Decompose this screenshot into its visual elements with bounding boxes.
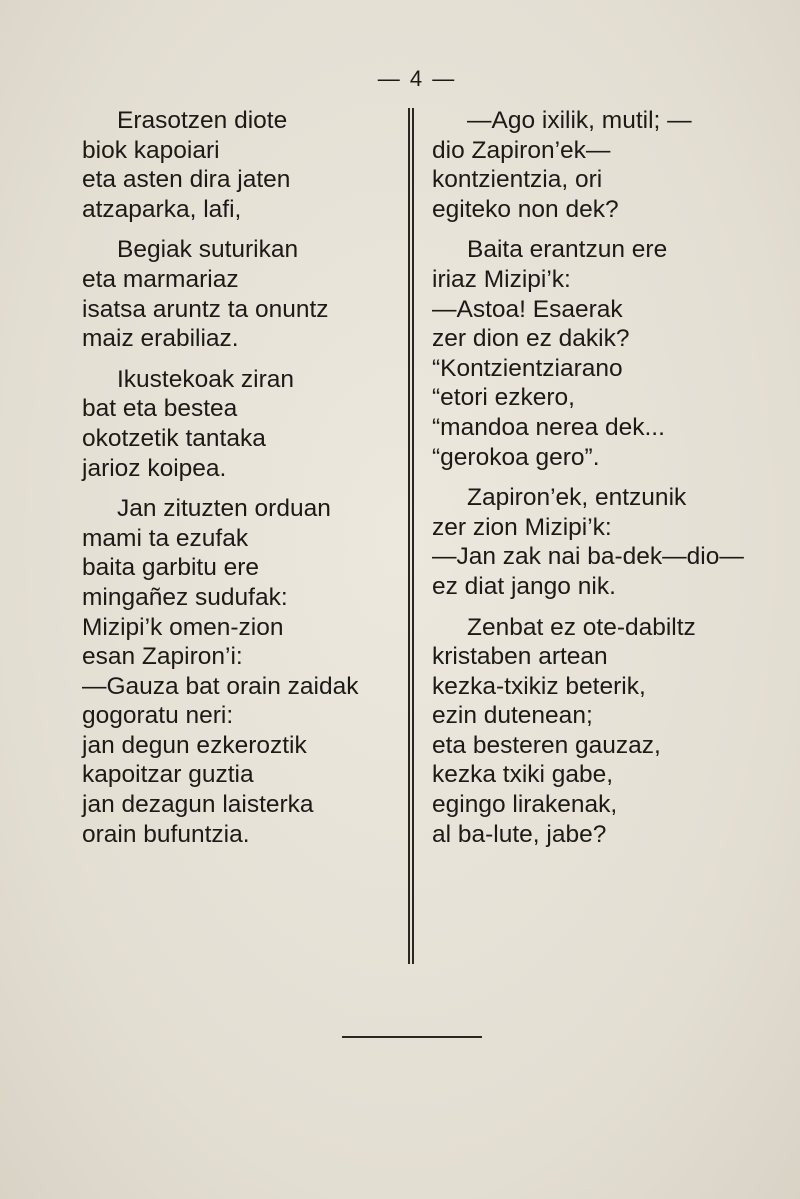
verse-line: bat eta bestea bbox=[82, 395, 238, 423]
verse-line: mami ta ezufak bbox=[82, 524, 249, 552]
verse-line: mingañez sudufak: bbox=[82, 583, 288, 611]
stanza bbox=[82, 106, 402, 224]
verse-line: eta besteren gauzaz, bbox=[432, 731, 661, 759]
stanza bbox=[82, 365, 402, 483]
verse-line: iriaz Mizipi’k: bbox=[432, 265, 571, 293]
verse-line: —Astoa! Esaerak bbox=[432, 295, 623, 323]
verse-line: biok kapoiari bbox=[82, 136, 220, 164]
verse-line: dio Zapiron’ek— bbox=[432, 136, 611, 164]
verse-line: Jan zituzten orduan bbox=[117, 495, 331, 523]
verse-line: —Ago ixilik, mutil; — bbox=[467, 107, 692, 134]
verse-line: Zapiron’ek, entzunik bbox=[467, 484, 687, 512]
verse-line: egingo lirakenak, bbox=[432, 791, 618, 819]
verse-line: “mandoa nerea dek... bbox=[432, 413, 665, 441]
stanza bbox=[432, 613, 772, 850]
stanza bbox=[432, 106, 772, 224]
end-rule bbox=[342, 1036, 482, 1038]
right-column bbox=[432, 106, 772, 860]
verse-line: kapoitzar guztia bbox=[82, 761, 254, 789]
verse-line: isatsa aruntz ta onuntz bbox=[82, 295, 329, 323]
verse-line: jan dezagun laisterka bbox=[82, 791, 314, 819]
verse-line: kezka txiki gabe, bbox=[432, 761, 614, 789]
verse-line: orain bufuntzia. bbox=[82, 820, 250, 848]
page-number: — 4 — bbox=[377, 66, 457, 91]
verse-line: “Kontzientziarano bbox=[432, 354, 623, 382]
verse-line: Ikustekoak ziran bbox=[117, 365, 295, 393]
verse-line: Zenbat ez ote-dabiltz bbox=[467, 613, 696, 641]
verse-line: jan degun ezkeroztik bbox=[82, 731, 307, 759]
verse-line: —Jan zak nai ba-dek—dio— bbox=[432, 543, 744, 571]
verse-line: kontzientzia, ori bbox=[432, 166, 603, 194]
verse-line: Baita erantzun ere bbox=[467, 236, 668, 264]
verse-line: maiz erabiliaz. bbox=[82, 325, 239, 353]
verse-line: al ba-lute, jabe? bbox=[432, 820, 607, 848]
verse-line: zer zion Mizipi’k: bbox=[432, 513, 612, 541]
verse-line: Mizipi’k omen-zion bbox=[82, 613, 284, 641]
stanza bbox=[82, 235, 402, 353]
stanza bbox=[82, 494, 402, 849]
verse-line: “gerokoa gero”. bbox=[432, 443, 600, 471]
verse-line: esan Zapiron’i: bbox=[82, 643, 243, 671]
verse-line: atzaparka, lafi, bbox=[82, 195, 242, 223]
verse-line: Begiak suturikan bbox=[117, 236, 299, 264]
verse-line: okotzetik tantaka bbox=[82, 424, 266, 452]
verse-line: “etori ezkero, bbox=[432, 384, 575, 412]
verse-line: ez diat jango nik. bbox=[432, 572, 616, 600]
column-divider bbox=[408, 108, 414, 964]
left-column bbox=[82, 106, 402, 860]
verse-line: kristaben artean bbox=[432, 643, 608, 671]
verse-line: ezin dutenean; bbox=[432, 702, 593, 730]
stanza bbox=[432, 235, 772, 472]
verse-line: —Gauza bat orain zaidak bbox=[82, 672, 359, 700]
verse-line: kezka-txikiz beterik, bbox=[432, 672, 646, 700]
verse-line: jarioz koipea. bbox=[82, 454, 227, 482]
verse-line: eta asten dira jaten bbox=[82, 166, 291, 194]
verse-line: Erasotzen diote bbox=[117, 107, 288, 134]
verse-line: gogoratu neri: bbox=[82, 702, 234, 730]
verse-line: baita garbitu ere bbox=[82, 554, 260, 582]
verse-line: eta marmariaz bbox=[82, 265, 239, 293]
verse-line: egiteko non dek? bbox=[432, 195, 619, 223]
stanza bbox=[432, 483, 772, 601]
verse-line: zer dion ez dakik? bbox=[432, 325, 630, 353]
